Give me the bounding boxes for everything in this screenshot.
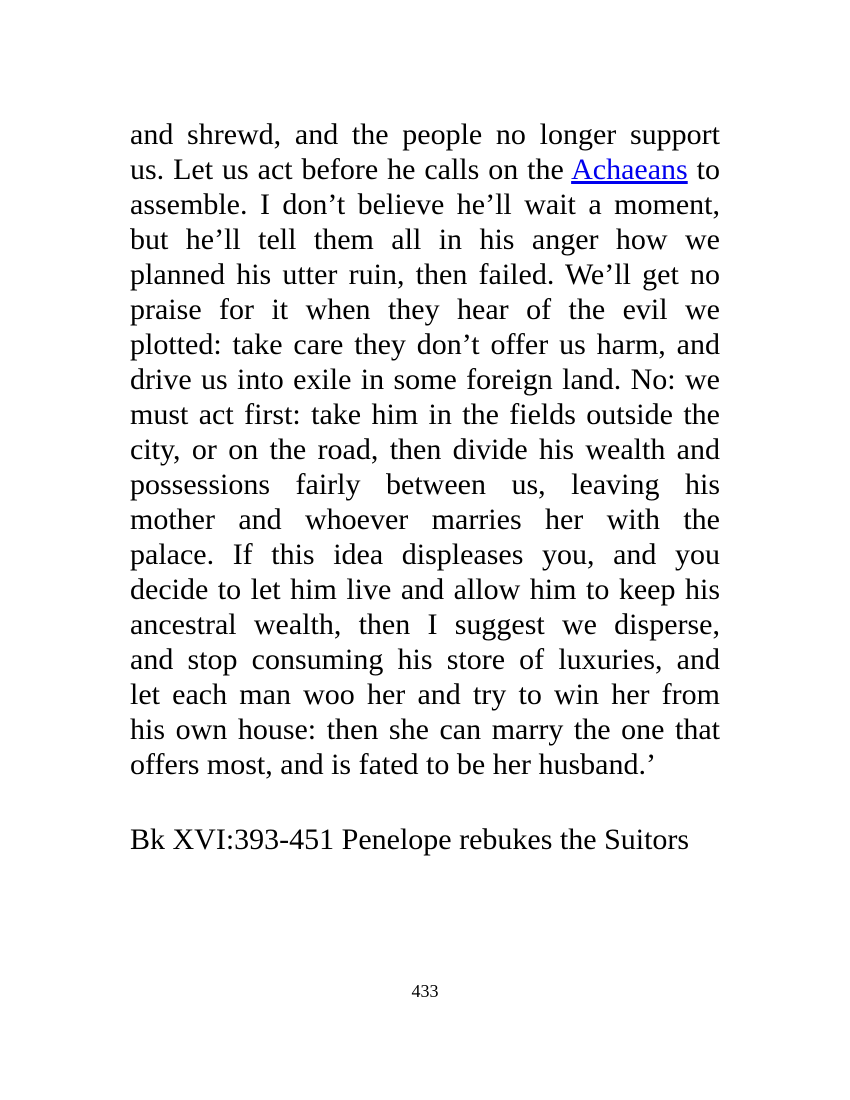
page-number: 433 [411,981,439,1001]
achaeans-link[interactable]: Achaeans [571,153,688,186]
text-line: and stop consuming his store of luxuries, and [130,643,720,676]
text-line: must act first: take him in the fields outside the [130,398,720,431]
text-line: palace. If this idea displeases you, and you [130,538,720,571]
text-line: plotted: take care they don’t offer us harm, and [130,328,720,361]
text-line: planned his utter ruin, then failed. We’ll get no [130,258,720,291]
text-line: but he’ll tell them all in his anger how we [130,223,720,256]
text-line: offers most, and is fated to be her husband.’ [130,748,656,781]
text-line: ancestral wealth, then I suggest we disperse, [130,608,720,641]
text-line: assemble. I don’t believe he’ll wait a moment, [130,188,720,221]
text-line-segment: to [687,153,720,186]
text-line: praise for it when they hear of the evil we [130,293,720,326]
body-paragraph [130,117,720,782]
text-line: and shrewd, and the people no longer support [130,118,720,151]
text-line: mother and whoever marries her with the [130,503,720,536]
text-line: possessions fairly between us, leaving his [130,468,720,501]
text-line: drive us into exile in some foreign land. No: we [130,363,720,396]
text-line: decide to let him live and allow him to keep his [130,573,720,606]
page-body [130,117,720,782]
section-heading: Bk XVI:393-451 Penelope rebukes the Suitors [130,823,690,856]
text-line: city, or on the road, then divide his wealth and [130,433,720,466]
text-line: his own house: then she can marry the one that [130,713,720,746]
text-line: let each man woo her and try to win her from [130,678,720,711]
text-line-segment: us. Let us act before he calls on the [130,153,572,186]
text-line-with-link [130,152,720,187]
